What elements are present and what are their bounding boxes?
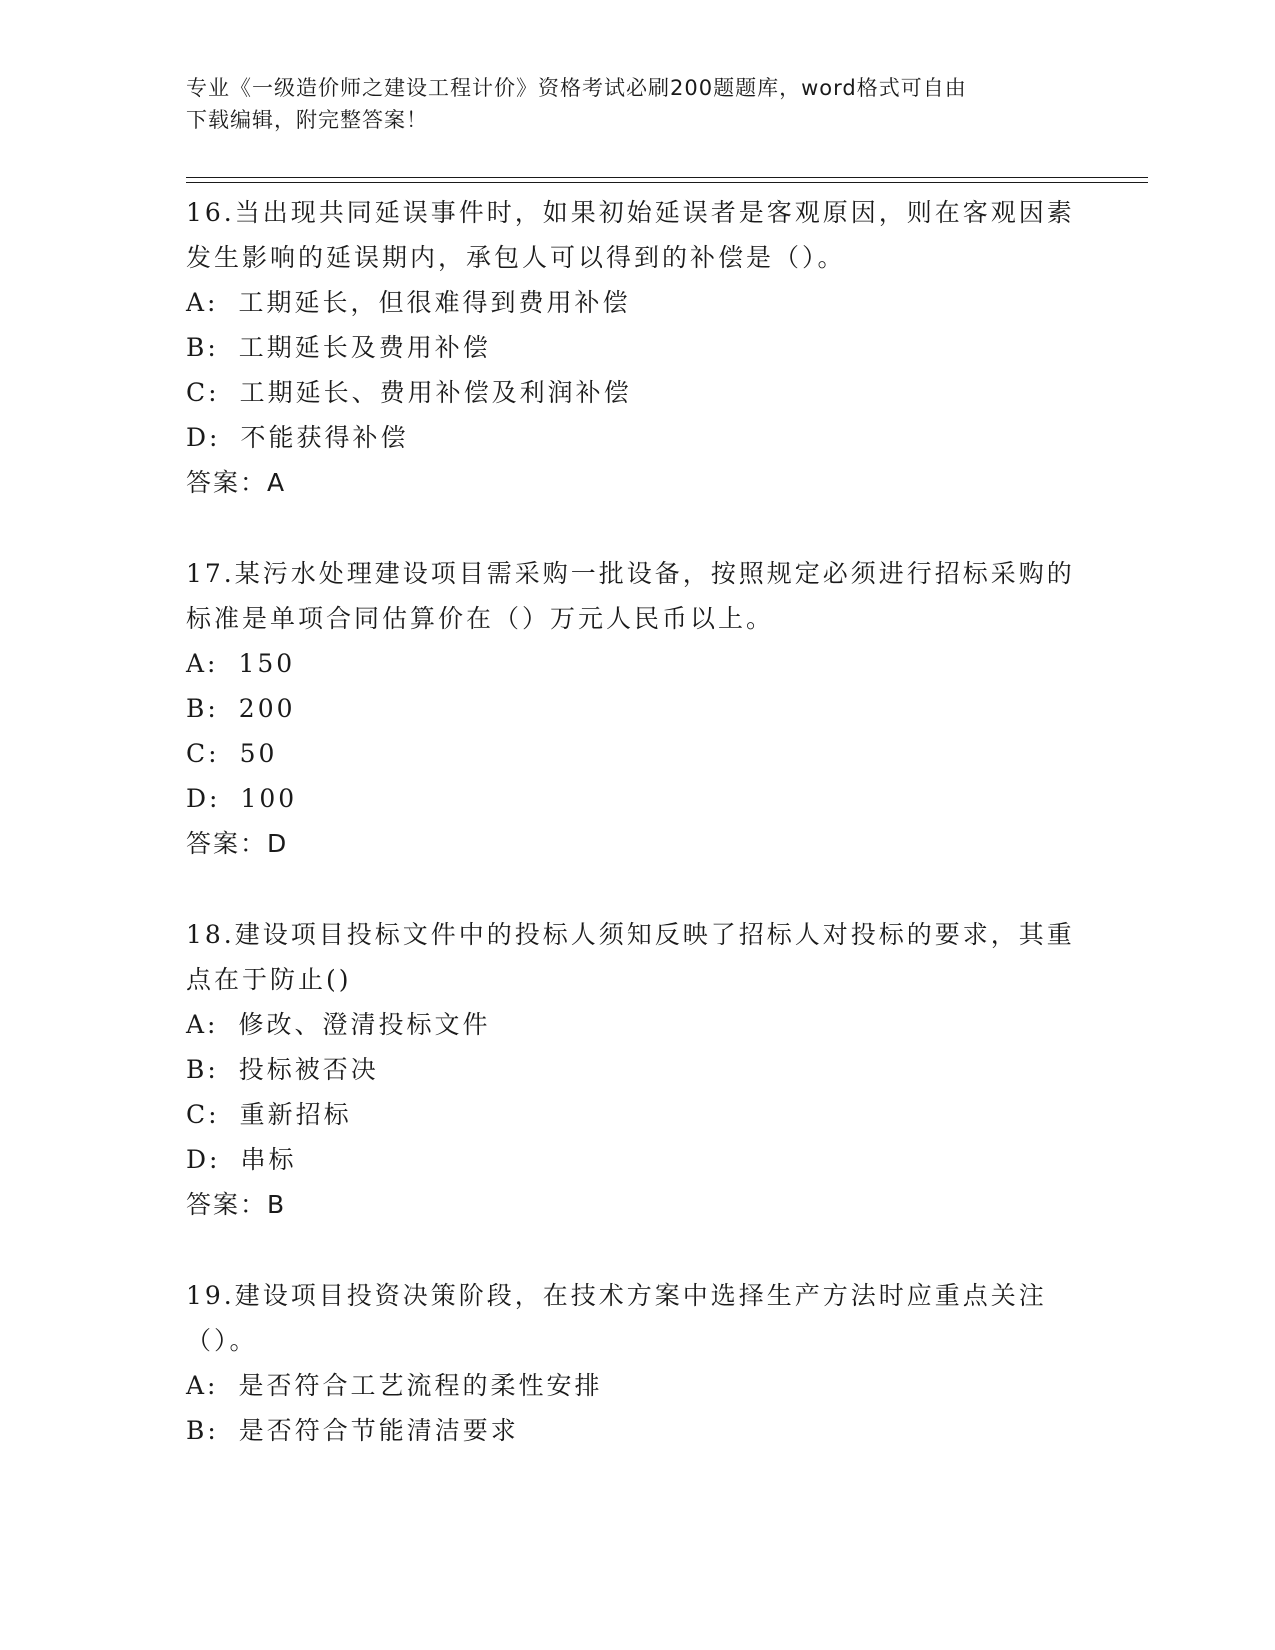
option-text: 100	[240, 784, 298, 813]
answer-line: 答案：B	[186, 1190, 287, 1219]
answer-line: 答案：D	[186, 829, 289, 858]
option-d	[186, 776, 1086, 821]
option-a	[186, 1002, 1086, 1047]
header-divider-bottom	[186, 182, 1148, 183]
question-17	[186, 551, 1086, 866]
option-letter: D:	[186, 1145, 221, 1174]
option-text: 工期延长，但很难得到费用补偿	[238, 288, 631, 317]
option-letter: A:	[186, 288, 219, 317]
header-line-1: 专业《一级造价师之建设工程计价》资格考试必刷200题题库，word格式可自由	[186, 76, 967, 100]
option-d	[186, 1137, 1086, 1182]
header-line-2: 下载编辑，附完整答案！	[186, 108, 428, 132]
header-divider-top	[186, 177, 1148, 178]
option-text: 200	[238, 694, 296, 723]
question-stem: 16.当出现共同延误事件时，如果初始延误者是客观原因，则在客观因素发生影响的延误期内，承包人可以得到的补偿是（）。	[186, 198, 1075, 272]
option-letter: B:	[186, 1416, 219, 1445]
answer-line: 答案：A	[186, 468, 287, 497]
option-c	[186, 731, 1086, 776]
option-letter: A:	[186, 649, 219, 678]
option-text: 是否符合工艺流程的柔性安排	[238, 1371, 603, 1400]
question-18	[186, 912, 1086, 1227]
option-a	[186, 1363, 1086, 1408]
question-16	[186, 190, 1086, 505]
document-header	[186, 72, 1066, 136]
option-text: 投标被否决	[238, 1055, 379, 1084]
option-text: 150	[238, 649, 296, 678]
option-text: 50	[239, 739, 278, 768]
option-letter: A:	[186, 1371, 219, 1400]
option-letter: B:	[186, 333, 219, 362]
option-letter: C:	[186, 378, 220, 407]
option-b	[186, 1047, 1086, 1092]
option-b	[186, 686, 1086, 731]
option-letter: D:	[186, 423, 221, 452]
question-stem: 19.建设项目投资决策阶段，在技术方案中选择生产方法时应重点关注（）。	[186, 1281, 1047, 1355]
option-letter: C:	[186, 1100, 220, 1129]
option-a	[186, 280, 1086, 325]
question-list	[186, 190, 1086, 1499]
option-c	[186, 370, 1086, 415]
option-text: 工期延长及费用补偿	[238, 333, 491, 362]
option-d	[186, 415, 1086, 460]
option-text: 不能获得补偿	[240, 423, 409, 452]
option-a	[186, 641, 1086, 686]
option-text: 工期延长、费用补偿及利润补偿	[239, 378, 632, 407]
option-c	[186, 1092, 1086, 1137]
option-text: 重新招标	[239, 1100, 352, 1129]
option-letter: C:	[186, 739, 220, 768]
option-b	[186, 1408, 1086, 1453]
question-19	[186, 1273, 1086, 1453]
option-letter: A:	[186, 1010, 219, 1039]
option-letter: D:	[186, 784, 221, 813]
option-text: 修改、澄清投标文件	[238, 1010, 491, 1039]
option-text: 串标	[240, 1145, 297, 1174]
option-text: 是否符合节能清洁要求	[238, 1416, 519, 1445]
question-stem: 18.建设项目投标文件中的投标人须知反映了招标人对投标的要求，其重点在于防止()	[186, 920, 1075, 994]
option-letter: B:	[186, 1055, 219, 1084]
option-letter: B:	[186, 694, 219, 723]
option-b	[186, 325, 1086, 370]
question-stem: 17.某污水处理建设项目需采购一批设备，按照规定必须进行招标采购的标准是单项合同估算价在（）万元人民币以上。	[186, 559, 1075, 633]
